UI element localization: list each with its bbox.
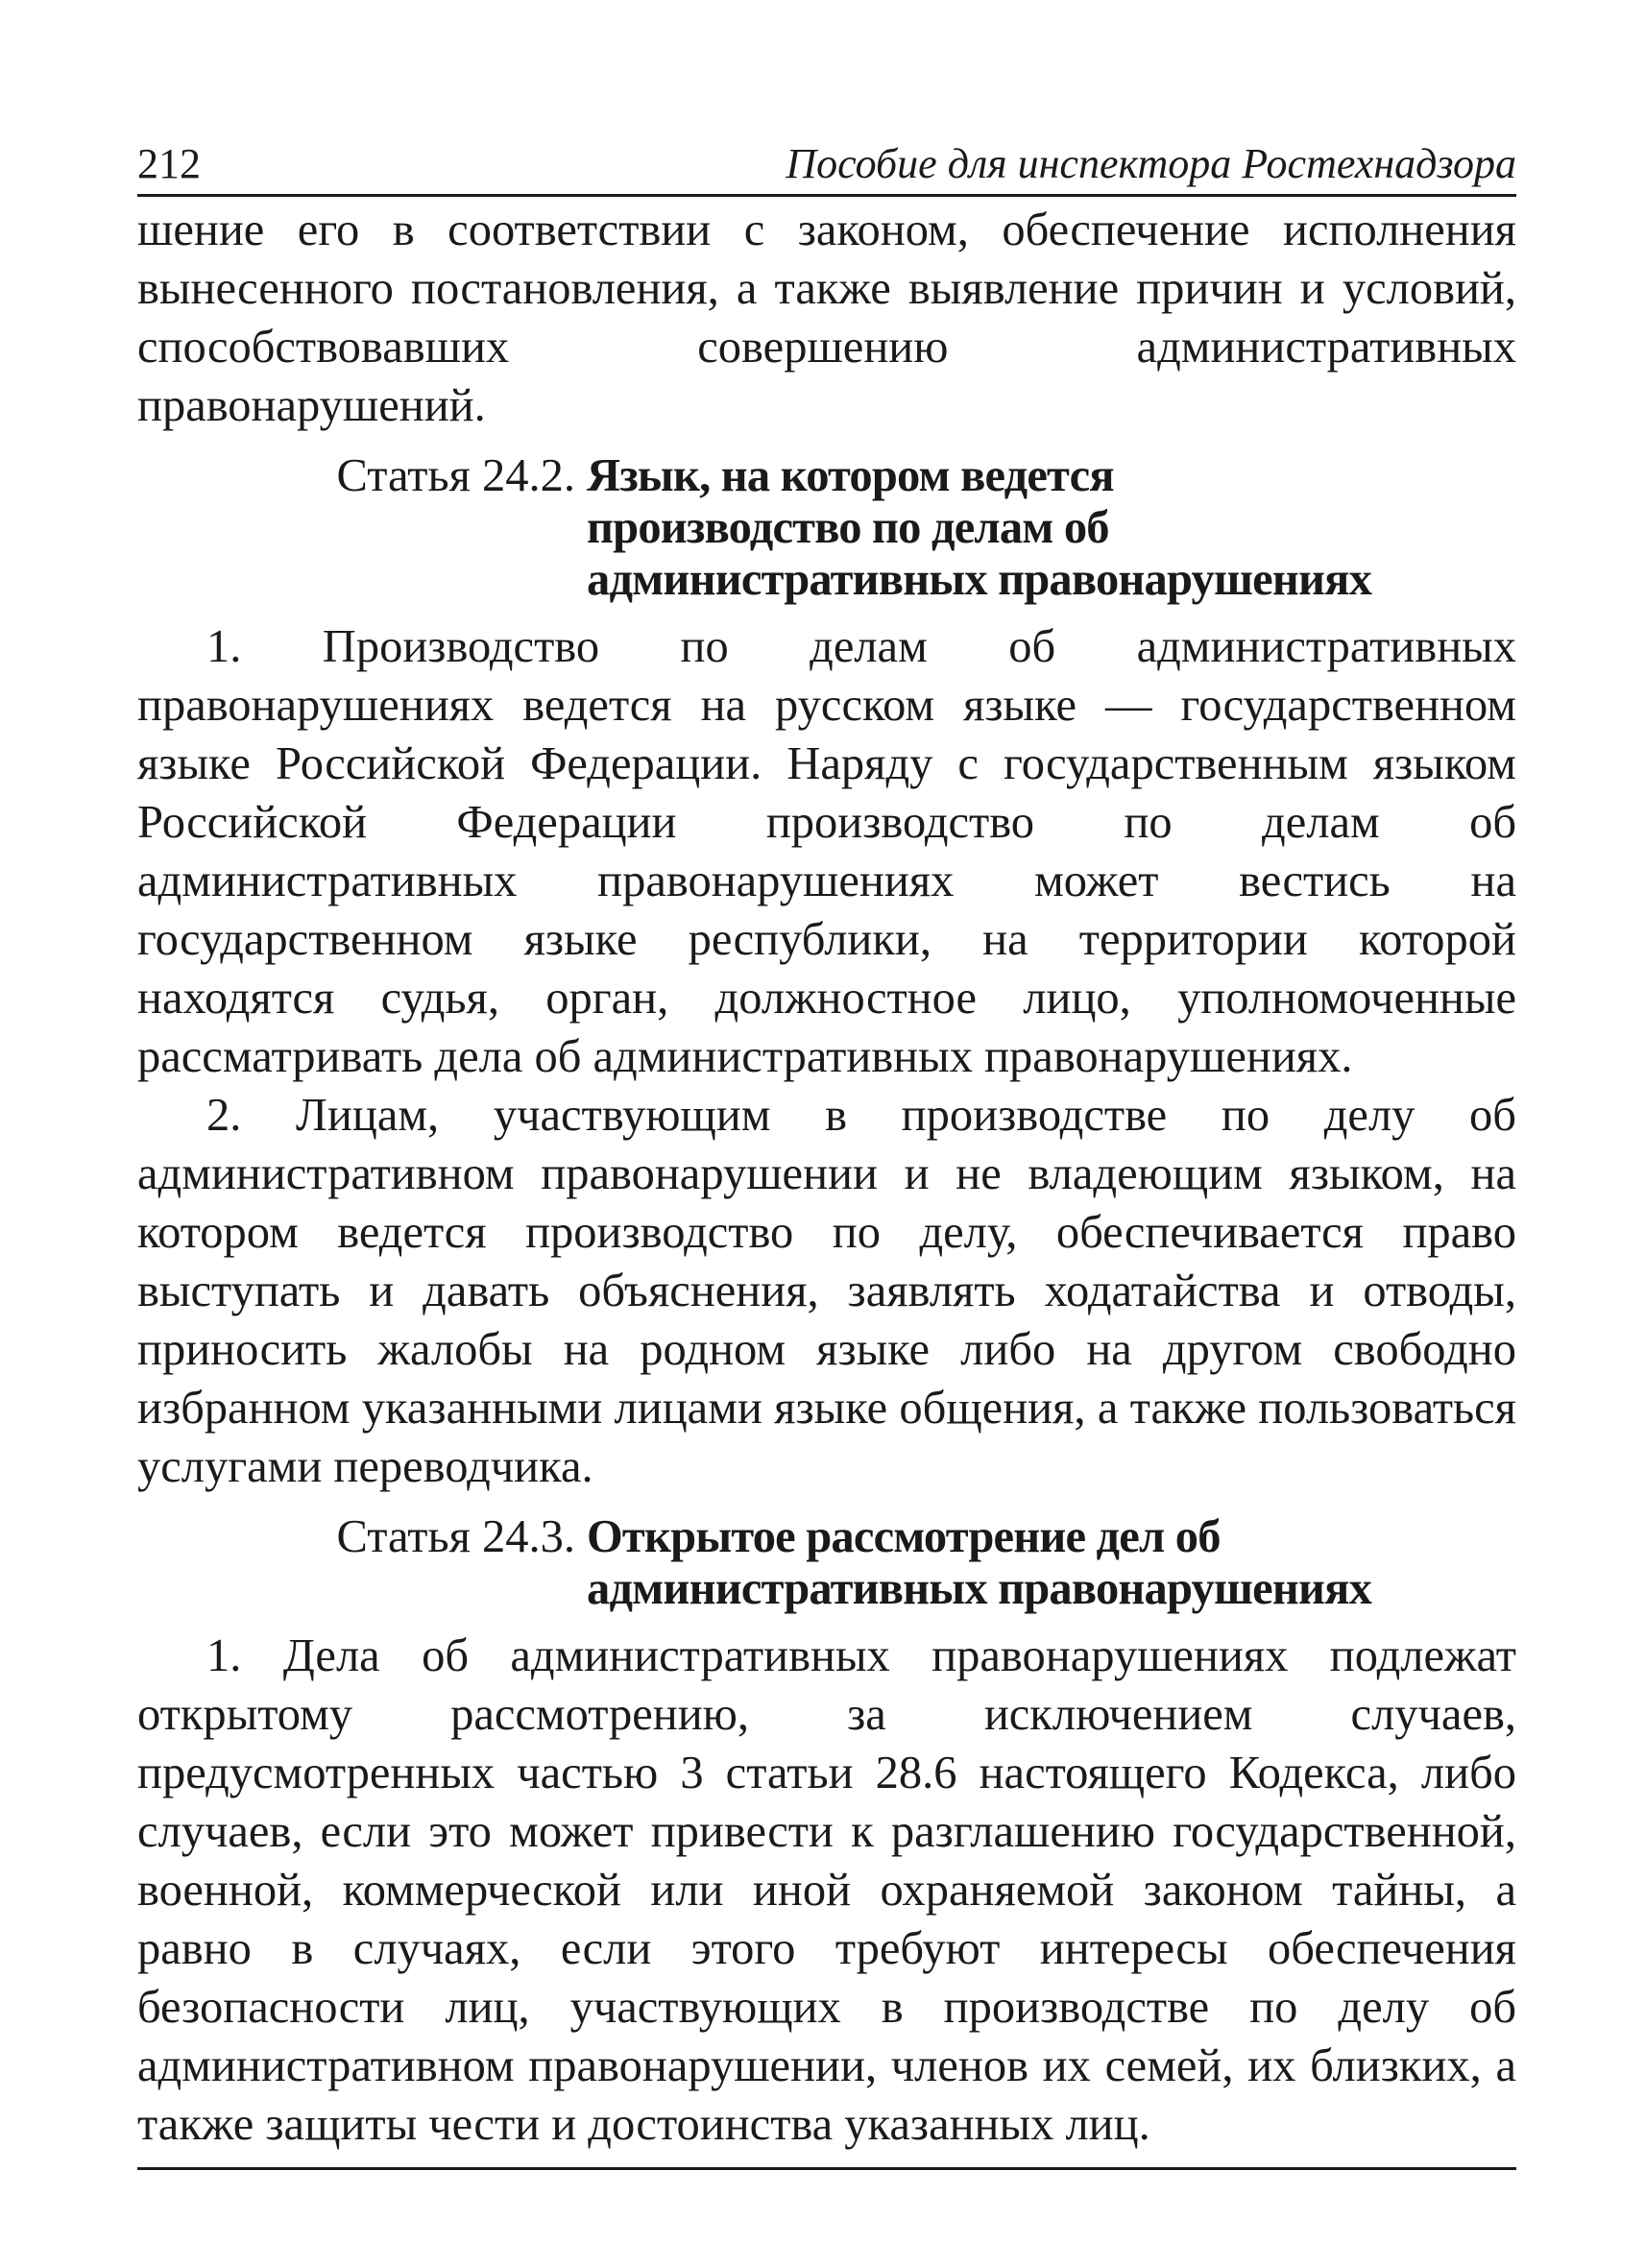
article-label: Статья 24.2. [336,450,575,501]
page-number: 212 [137,140,201,187]
article-paragraph: 1. Производство по делам об административных правонарушениях ведется на русском языке — государственном языке Российской Федерации. Наряду с государственным языком Российской Федерации производство по делам об административных правонарушениях может вестись на государственном языке республики, на территории которой находятся судья, орган, должностное лицо, уполномоченные рассматривать дела об административных правонарушениях. [137,621,1516,1082]
article-heading-24-3 [137,1511,1516,1615]
book-page [137,134,1516,2170]
article-label: Статья 24.3. [336,1511,575,1562]
book-title: Пособие для инспектора Ростехнадзора [786,140,1516,187]
article-paragraph: 2. Лицам, участвующим в производстве по делу об административном правонарушении и не владеющим языком, на котором ведется производство по делу, обеспечивается право выступать и давать объяснения, заявлять ходатайства и отводы, приносить жалобы на родном языке либо на другом свободно избранном указанными лицами языке общения, а также пользоваться услугами переводчика. [137,1090,1516,1492]
intro-paragraph: шение его в соответствии с законом, обеспечение исполнения вынесенного постановления, а также выявление причин и условий, способствовавших совершению административных правонарушений. [137,205,1516,431]
page-body [137,201,1516,2154]
article-paragraph: 1. Дела об административных правонарушениях подлежат открытому рассмотрению, за исключением случаев, предусмотренных частью 3 статьи 28.6 настоящего Кодекса, либо случаев, если это может привести к разглашению государственной, военной, коммерческой или иной охраняемой законом тайны, а равно в случаях, если этого требуют интересы обеспечения безопасности лиц, участвующих в производстве по делу об административном правонарушении, членов их семей, их близких, а также защиты чести и достоинства указанных лиц. [137,1630,1516,2150]
article-title: Открытое рассмотрение дел об административных правонарушениях [587,1511,1372,1614]
article-title: Язык, на котором ведется производство по делам об административных правонарушениях [587,450,1372,605]
running-header [137,134,1516,197]
article-heading-24-2 [137,450,1516,606]
bottom-rule [137,2167,1516,2170]
